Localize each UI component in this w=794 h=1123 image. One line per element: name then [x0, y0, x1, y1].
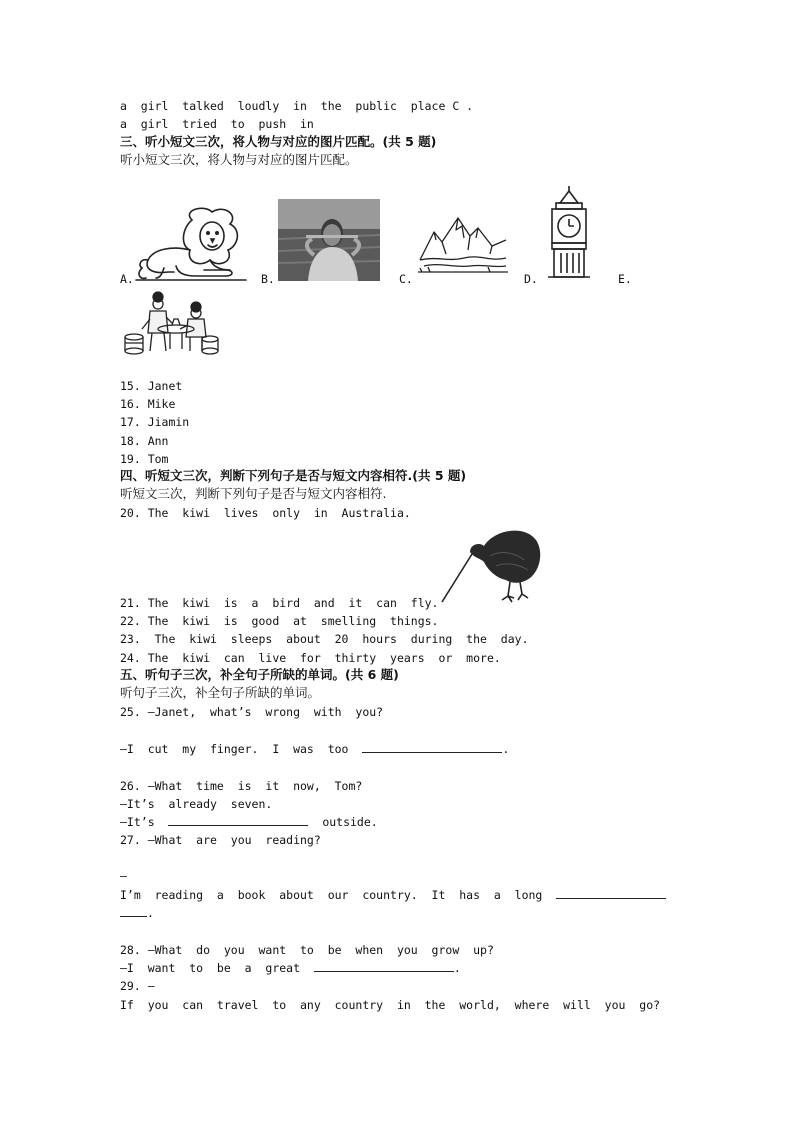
item-21: 21. The kiwi is a bird and it can fly. — [120, 596, 439, 610]
farmer-photo — [278, 199, 380, 281]
q26-reply: —It’s already seven. — [120, 797, 273, 811]
q25-blank[interactable] — [362, 742, 502, 753]
q27-answer-cont — [120, 906, 154, 920]
picture-label-d: D. — [524, 272, 538, 286]
q29-number: 29. — — [120, 979, 155, 993]
item-16: 16. Mike — [120, 397, 176, 411]
item-24: 24. The kiwi can live for thirty years or more. — [120, 651, 501, 665]
q25-period: . — [502, 742, 510, 756]
q27-blank-1[interactable] — [556, 888, 666, 899]
q27-period: . — [147, 906, 154, 920]
q28-answer-line — [120, 961, 461, 975]
section5-instruction: 听句子三次，补全句子所缺的单词。 — [120, 685, 321, 700]
mountains-picture — [418, 210, 508, 276]
q28-period: . — [453, 961, 461, 975]
q26-answer-line — [120, 815, 378, 829]
item-23: 23. The kiwi sleeps about 20 hours during the day. — [120, 632, 529, 646]
picture-label-c: C. — [399, 272, 413, 286]
q25-answer-text: —I cut my finger. I was too — [120, 742, 363, 756]
q27-blank-2[interactable] — [120, 906, 147, 917]
section4-heading: 四、听短文三次，判断下列句子是否与短文内容相符.(共 5 题) — [120, 468, 467, 483]
item-20: 20. The kiwi lives only in Australia. — [120, 506, 411, 520]
section4-instruction: 听短文三次，判断下列句子是否与短文内容相符. — [120, 486, 387, 501]
lion-picture — [134, 206, 248, 282]
item-22: 22. The kiwi is good at smelling things. — [120, 614, 439, 628]
picture-label-a: A. — [120, 272, 134, 286]
q25-question: 25. —Janet, what’s wrong with you? — [120, 705, 384, 719]
kiwi-bird-picture — [440, 526, 544, 606]
q26-question: 26. —What time is it now, Tom? — [120, 779, 363, 793]
q29-question: If you can travel to any country in the world, where will you go? — [120, 998, 661, 1012]
q27-answer-line — [120, 888, 666, 902]
q28-question: 28. —What do you want to be when you grow up? — [120, 943, 494, 957]
q27-dash: — — [120, 869, 127, 883]
q25-answer-line — [120, 742, 509, 756]
picture-label-e: E. — [618, 272, 632, 286]
section5-heading: 五、听句子三次，补全句子所缺的单词。(共 6 题) — [120, 667, 399, 682]
item-15: 15. Janet — [120, 379, 183, 393]
q27-answer-text: I’m reading a book about our country. It has a long — [120, 888, 557, 902]
picture-label-b: B. — [261, 272, 275, 286]
tea-house-picture — [120, 289, 220, 357]
intro-line-2: a girl tried to push in — [120, 117, 314, 131]
intro-line-1: a girl talked loudly in the public place C . — [120, 99, 474, 113]
q28-answer-text: —I want to be a great — [120, 961, 314, 975]
clock-tower-picture — [546, 185, 592, 279]
item-19: 19. Tom — [120, 452, 169, 466]
q27-question: 27. —What are you reading? — [120, 833, 321, 847]
item-18: 18. Ann — [120, 434, 169, 448]
q26-outside: outside. — [308, 815, 378, 829]
section3-heading: 三、听小短文三次，将人物与对应的图片匹配。(共 5 题) — [120, 134, 437, 149]
q26-answer-text: —It’s — [120, 815, 169, 829]
item-17: 17. Jiamin — [120, 415, 190, 429]
q26-blank[interactable] — [168, 815, 308, 826]
section3-instruction: 听小短文三次，将人物与对应的图片匹配。 — [120, 152, 358, 167]
q28-blank[interactable] — [314, 961, 454, 972]
